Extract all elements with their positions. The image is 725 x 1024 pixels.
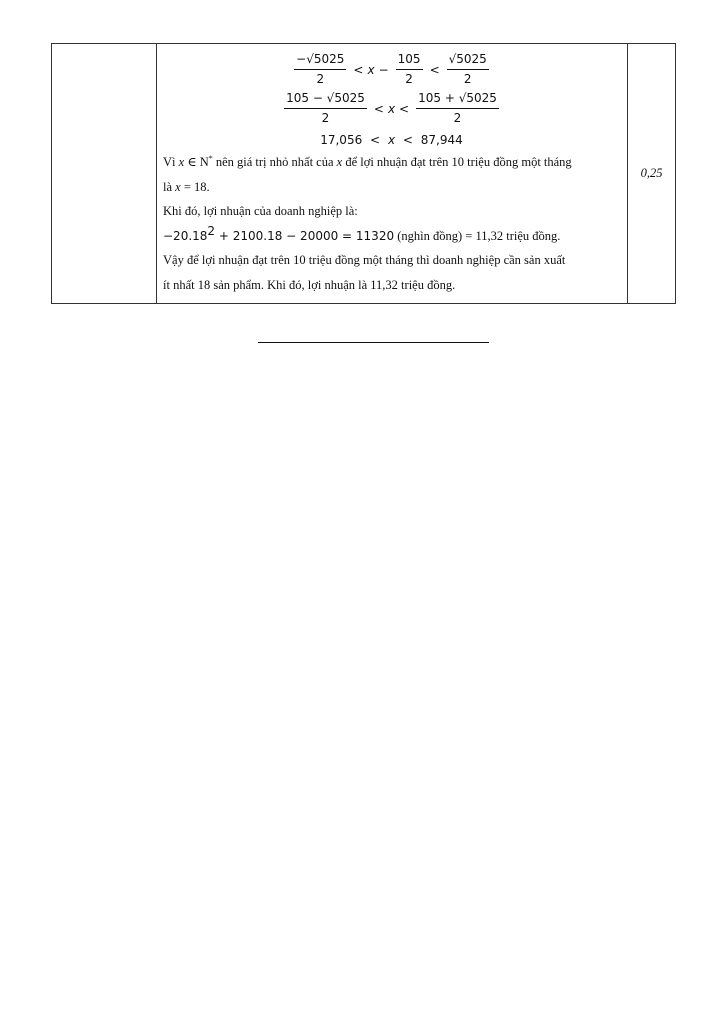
- score-value: 0,25: [640, 166, 663, 180]
- conclusion-line-1: Vì x ∈ N* nên giá trị nhỏ nhất của x để lợi nhuận đạt trên 10 triệu đồng một tháng: [163, 153, 572, 169]
- score-cell: [628, 44, 676, 304]
- inequality-2: $\frac{105 - √5025}{2}$ < x < $\frac{105 + √5025}{2}$: [286, 91, 497, 125]
- inequality-1: $\frac{-√5025}{2}$ < x − $\frac{105}{2}$ < $\frac{√5025}{2}$: [296, 52, 487, 86]
- fraction: $\frac{-√5025}{2}$: [296, 52, 345, 86]
- table-row: [52, 44, 676, 304]
- final-answer-line-2: ít nhất 18 sản phẩm. Khi đó, lợi nhuận là 11,32 triệu đồng.: [163, 277, 456, 292]
- fraction: $\frac{105 - √5025}{2}$: [286, 91, 365, 125]
- conclusion-line-2: là x = 18.: [163, 179, 210, 194]
- fraction: $\frac{√5025}{2}$: [448, 52, 487, 86]
- profit-calculation: $-20.18^2 + 2100.18 - 20000 = 11320$ (nghìn đồng) = 11,32 triệu đồng.: [163, 223, 561, 243]
- solution-cell: [157, 44, 628, 304]
- fraction: $\frac{105}{2}$: [397, 52, 421, 86]
- question-cell: [52, 44, 157, 304]
- answer-table: [51, 43, 676, 304]
- equation-block: [163, 50, 620, 150]
- fraction: $\frac{105 + √5025}{2}$: [418, 91, 497, 125]
- profit-intro: Khi đó, lợi nhuận của doanh nghiệp là:: [163, 204, 358, 218]
- final-answer-line-1: Vậy để lợi nhuận đạt trên 10 triệu đồng một tháng thì doanh nghiệp cần sản xuất: [163, 253, 566, 267]
- inequality-3: 17,056 < x < 87,944: [320, 133, 463, 147]
- end-divider: [258, 342, 489, 343]
